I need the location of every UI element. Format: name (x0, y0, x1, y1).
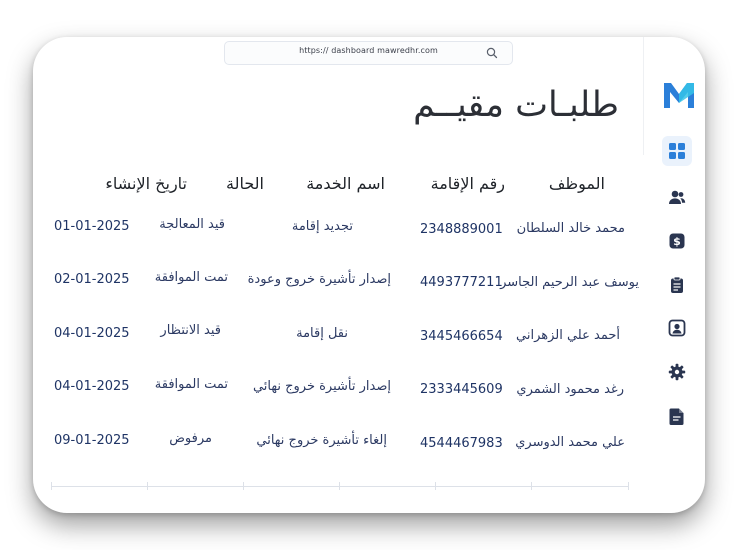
users-icon (668, 188, 686, 206)
clipboard-icon (668, 276, 686, 294)
nav-item-dashboard[interactable] (662, 136, 692, 166)
column-header-service: اسم الخدمة (306, 174, 385, 193)
gear-icon (668, 363, 686, 381)
column-divider (51, 482, 52, 490)
column-header-date: تاريخ الإنشاء (105, 174, 187, 193)
page-title: طلبـات مقيــم (413, 85, 619, 125)
profile-card-icon (668, 319, 686, 337)
nav-item-requests[interactable] (662, 270, 692, 300)
address-bar[interactable] (224, 41, 513, 65)
cell-service: إصدار تأشيرة خروج نهائي (252, 379, 391, 394)
cell-date: 04-01-2025 (54, 326, 130, 341)
column-divider (435, 482, 436, 490)
cell-iqama: 2348889001 (420, 222, 503, 237)
cell-employee: يوسف عبد الرحيم الجاسر (500, 275, 639, 290)
cell-status: تمت الموافقة (154, 270, 228, 285)
column-divider (628, 482, 629, 490)
column-header-status: الحالة (226, 174, 264, 193)
table-bottom-border (51, 486, 629, 487)
cell-status: قيد الانتظار (160, 323, 221, 338)
cell-iqama: 4493777211 (420, 275, 503, 290)
column-header-iqama: رقم الإقامة (430, 174, 505, 193)
nav-item-settings[interactable] (662, 357, 692, 387)
cell-date: 01-01-2025 (54, 219, 130, 234)
cell-employee: محمد خالد السلطان (516, 221, 625, 236)
cell-service: تجديد إقامة (291, 219, 353, 234)
cell-date: 04-01-2025 (54, 379, 130, 394)
dashboard-grid-icon (668, 142, 686, 160)
nav-item-employees[interactable] (662, 182, 692, 212)
cell-iqama: 3445466654 (420, 329, 503, 344)
nav-item-documents[interactable] (662, 401, 692, 431)
nav-item-payroll[interactable] (662, 226, 692, 256)
column-divider (339, 482, 340, 490)
app-window (33, 37, 705, 513)
cell-status: تمت الموافقة (154, 377, 228, 392)
sidebar (653, 37, 705, 513)
svg-text:$: $ (673, 235, 681, 249)
column-divider (243, 482, 244, 490)
cell-employee: أحمد علي الزهراني (516, 328, 620, 343)
cell-date: 02-01-2025 (54, 272, 130, 287)
column-divider (531, 482, 532, 490)
dollar-icon (668, 232, 686, 250)
column-divider (147, 482, 148, 490)
cell-iqama: 4544467983 (420, 436, 503, 451)
cell-service: إلغاء تأشيرة خروج نهائي (256, 433, 387, 448)
search-icon[interactable] (486, 47, 498, 59)
column-header-employee: الموظف (548, 174, 605, 193)
brand-logo (663, 81, 695, 109)
cell-status: قيد المعالجة (159, 217, 225, 232)
cell-service: إصدار تأشيرة خروج وعودة (247, 272, 391, 287)
sidebar-divider (643, 37, 644, 155)
cell-service: نقل إقامة (296, 326, 348, 341)
address-url: https:// dashboard mawredhr.com (299, 46, 438, 55)
nav-item-profile[interactable] (662, 313, 692, 343)
cell-status: مرفوض (169, 431, 212, 446)
cell-employee: علي محمد الدوسري (515, 435, 625, 450)
document-icon (668, 407, 686, 425)
cell-iqama: 2333445609 (420, 382, 503, 397)
cell-employee: رغد محمود الشمري (516, 382, 624, 397)
cell-date: 09-01-2025 (54, 433, 130, 448)
